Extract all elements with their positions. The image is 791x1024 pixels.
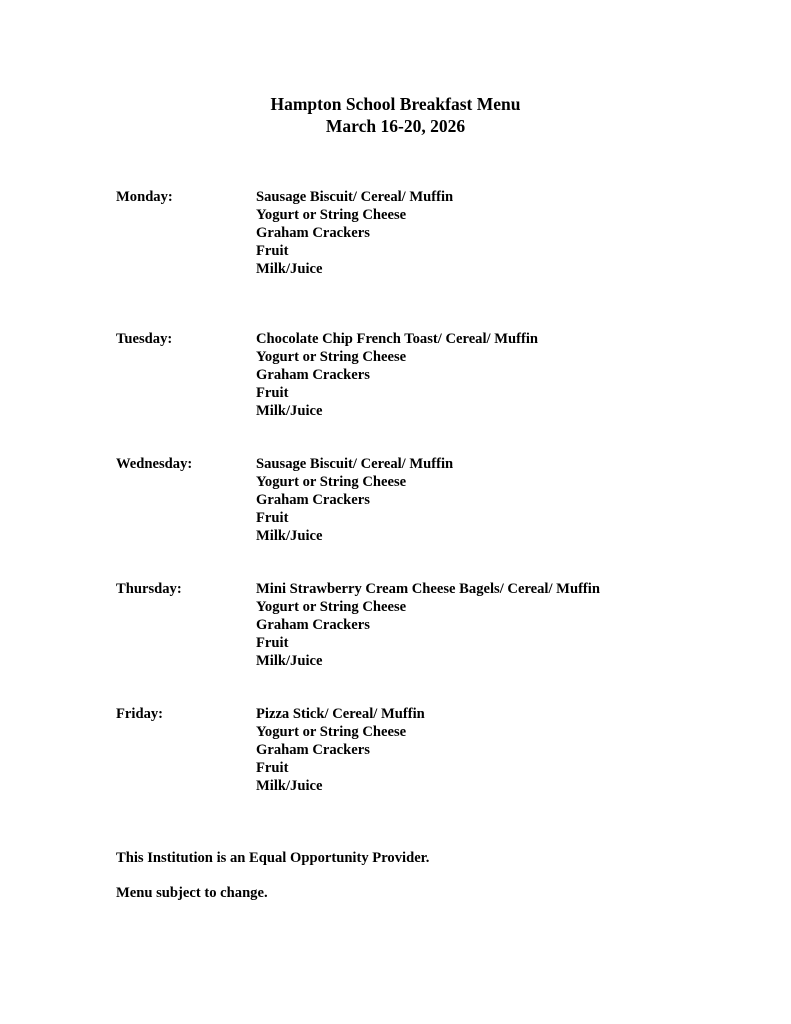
day-label: Tuesday:: [116, 331, 173, 347]
menu-item: Pizza Stick/ Cereal/ Muffin: [256, 706, 425, 722]
day-label: Wednesday:: [116, 456, 193, 472]
day-menu-items: [256, 581, 600, 671]
menu-item: Chocolate Chip French Toast/ Cereal/ Muffin: [256, 331, 539, 347]
equal-opportunity-statement: This Institution is an Equal Opportunity Provider.: [116, 850, 430, 866]
menu-item: Graham Crackers: [256, 491, 370, 508]
menu-item: Milk/Juice: [256, 402, 323, 419]
menu-item: Sausage Biscuit/ Cereal/ Muffin: [256, 189, 454, 205]
menu-item: Sausage Biscuit/ Cereal/ Muffin: [256, 456, 454, 472]
day-label: Monday:: [116, 189, 173, 205]
menu-item: Yogurt or String Cheese: [256, 348, 407, 365]
menu-item: Fruit: [256, 509, 289, 526]
menu-item: Yogurt or String Cheese: [256, 206, 407, 223]
menu-item: Milk/Juice: [256, 260, 323, 277]
menu-item: Fruit: [256, 759, 289, 776]
menu-item: Graham Crackers: [256, 616, 370, 633]
menu-disclaimer: Menu subject to change.: [116, 885, 268, 901]
menu-item: Yogurt or String Cheese: [256, 723, 407, 740]
menu-title: Hampton School Breakfast Menu: [270, 94, 521, 114]
day-label: Friday:: [116, 706, 164, 722]
day-menu-items: [256, 331, 538, 421]
menu-item: Milk/Juice: [256, 527, 323, 544]
menu-item: Fruit: [256, 384, 289, 401]
menu-item: Graham Crackers: [256, 741, 370, 758]
menu-item: Milk/Juice: [256, 777, 323, 794]
day-label: Thursday:: [116, 581, 182, 597]
day-menu-items: [256, 706, 425, 796]
menu-item: Yogurt or String Cheese: [256, 473, 407, 490]
menu-item: Fruit: [256, 242, 289, 259]
day-menu-items: [256, 456, 453, 546]
menu-item: Milk/Juice: [256, 652, 323, 669]
menu-item: Graham Crackers: [256, 224, 370, 241]
day-menu-items: [256, 189, 453, 279]
menu-dates: March 16-20, 2026: [325, 116, 466, 136]
menu-item: Yogurt or String Cheese: [256, 598, 407, 615]
menu-item: Fruit: [256, 634, 289, 651]
menu-item: Mini Strawberry Cream Cheese Bagels/ Cereal/ Muffin: [256, 581, 600, 597]
menu-item: Graham Crackers: [256, 366, 370, 383]
